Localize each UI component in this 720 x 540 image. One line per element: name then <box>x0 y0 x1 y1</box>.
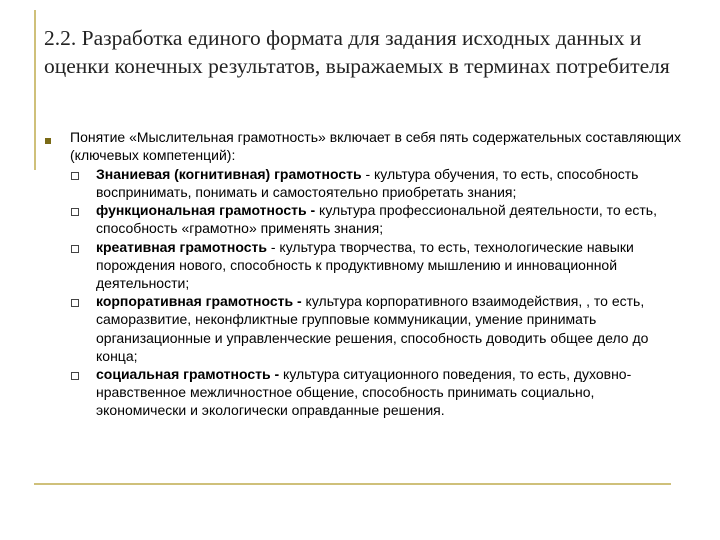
intro-text: Понятие «Мыслительная грамотность» включает в себя пять содержательных составляющих (ключевых компетенций): <box>70 129 682 164</box>
left-accent-line <box>34 10 36 170</box>
square-bullet-icon <box>45 138 51 144</box>
item-term: креативная грамотность <box>96 238 267 255</box>
item-text: культура корпоративного взаимодействия, , то есть, саморазвитие, неконфликтные групповые коммуникации, умение принимать организационные и управленческие решения, способность доводить общее дело до конца; <box>96 293 649 364</box>
main-bullet <box>44 128 684 165</box>
list-item <box>44 292 684 365</box>
item-text: культура ситуационного поведения, то есть, духовно-нравственное межличностное общение, способность принимать социально, экономически и экологически оправданные решения. <box>96 366 632 419</box>
checkbox-bullet-icon <box>71 245 79 253</box>
checkbox-bullet-icon <box>71 208 79 216</box>
list-item <box>44 201 684 237</box>
item-text: - культура обучения, то есть, способность воспринимать, понимать и самостоятельно приобретать знания; <box>96 165 639 201</box>
item-text: культура профессиональной деятельности, то есть, способность «грамотно» применять знания; <box>96 202 657 237</box>
slide-title: 2.2. Разработка единого формата для задания исходных данных и оценки конечных результатов, выражаемых в терминах потребителя <box>44 26 670 78</box>
checkbox-bullet-icon <box>71 299 79 307</box>
item-term: корпоративная грамотность - <box>96 293 302 310</box>
competence-list <box>44 165 684 420</box>
checkbox-bullet-icon <box>71 372 79 380</box>
list-item <box>44 365 684 420</box>
item-term: Знаниевая (когнитивная) грамотность <box>96 165 362 182</box>
bottom-accent-line <box>34 483 671 485</box>
item-text: - культура творчества, то есть, технологические навыки порождения нового, способность к продуктивному мышлению и инновационной деятельности; <box>96 238 634 292</box>
slide-body <box>44 128 684 420</box>
checkbox-bullet-icon <box>71 172 79 180</box>
item-term: функциональная грамотность - <box>96 202 316 219</box>
item-term: социальная грамотность - <box>96 366 280 383</box>
list-item <box>44 238 684 293</box>
list-item <box>44 165 684 201</box>
